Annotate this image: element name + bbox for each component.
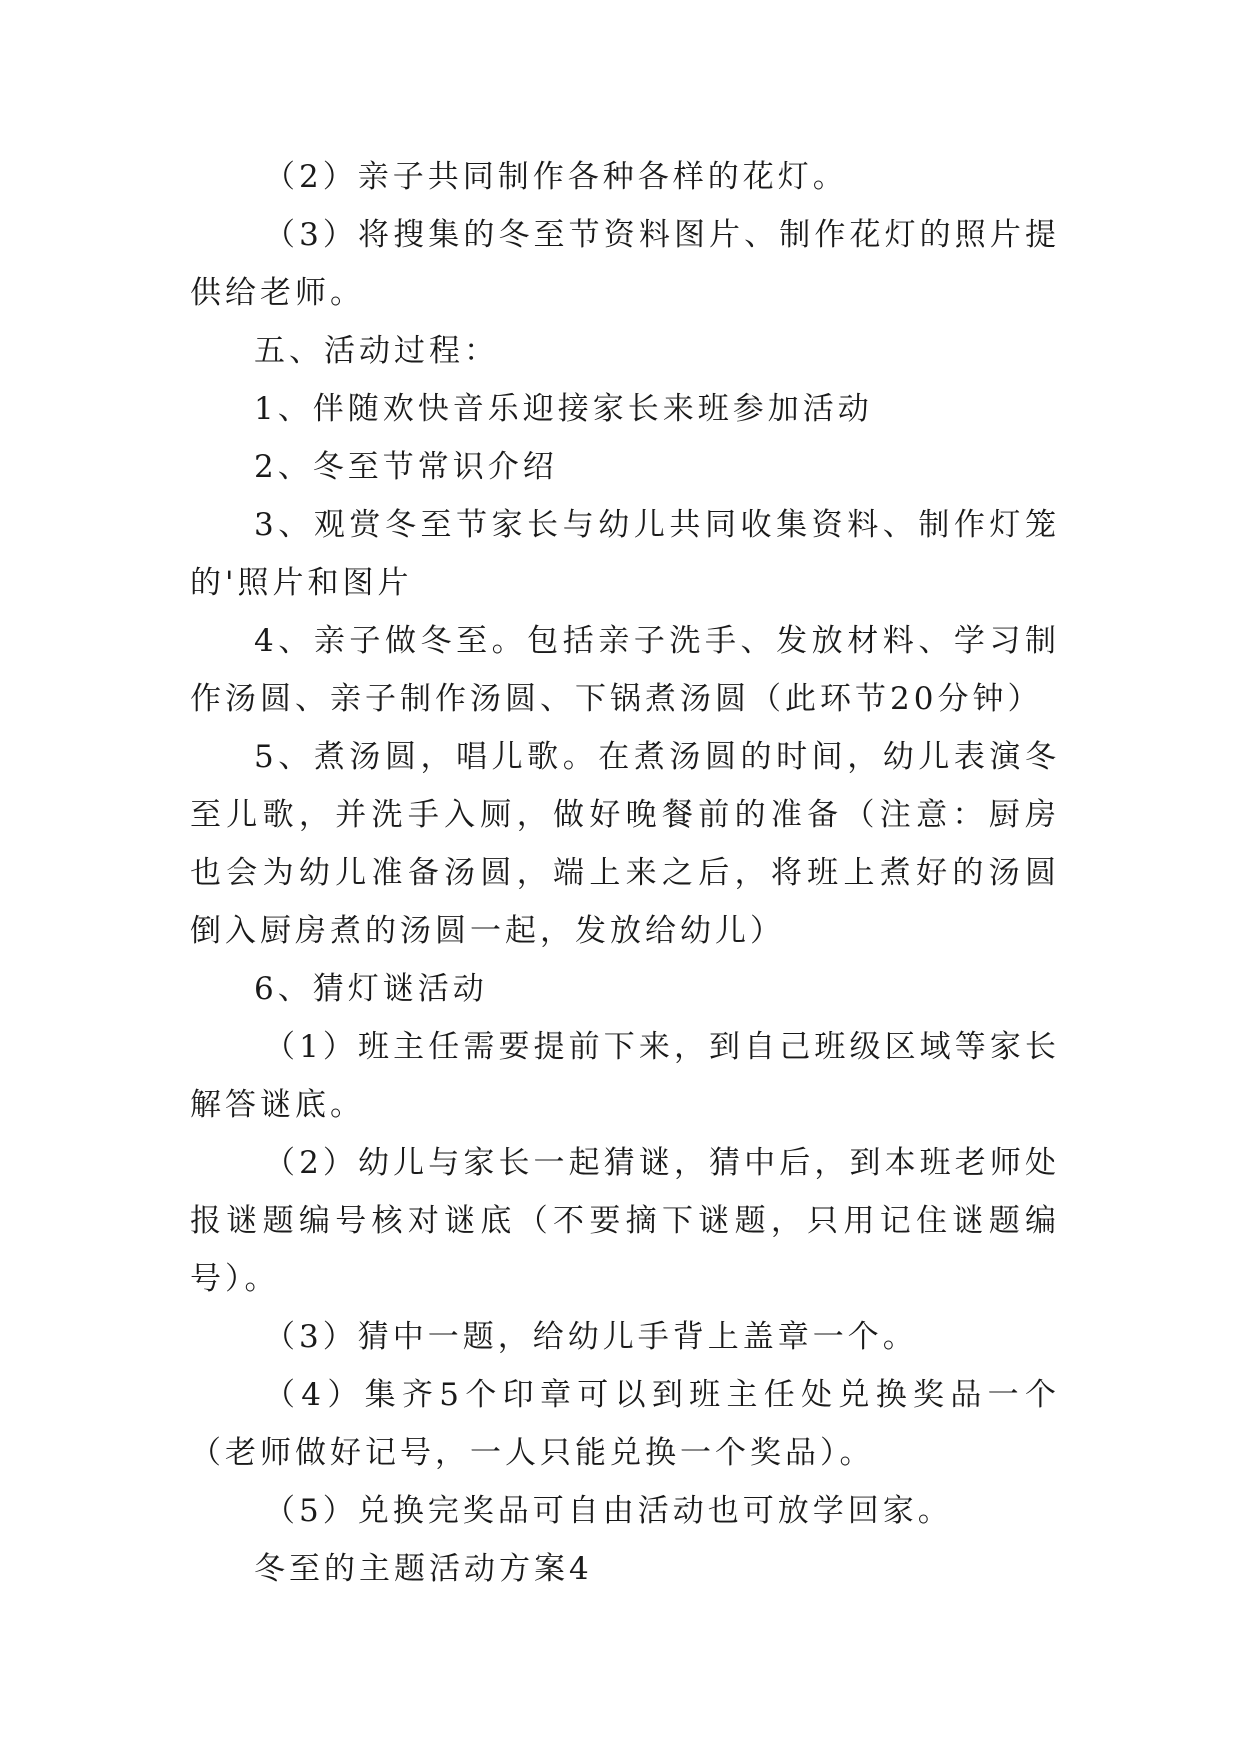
paragraph: （2）亲子共同制作各种各样的花灯。 bbox=[264, 159, 848, 195]
paragraph: 1、伴随欢快音乐迎接家长来班参加活动 bbox=[254, 391, 873, 427]
paragraph: （1）班主任需要提前下来，到自己班级区域等家长解答谜底。 bbox=[190, 1029, 1060, 1123]
document-heading: 冬至的主题活动方案4 bbox=[254, 1551, 593, 1587]
paragraph: （4）集齐5个印章可以到班主任处兑换奖品一个（老师做好记号，一人只能兑换一个奖品）。 bbox=[190, 1377, 1060, 1471]
document-body bbox=[190, 148, 1060, 1598]
paragraph: 6、猜灯谜活动 bbox=[254, 971, 488, 1007]
section-heading: 五、活动过程： bbox=[254, 333, 499, 369]
paragraph: 5、煮汤圆，唱儿歌。在煮汤圆的时间，幼儿表演冬至儿歌，并洗手入厕，做好晚餐前的准备（注意：厨房也会为幼儿准备汤圆，端上来之后，将班上煮好的汤圆倒入厨房煮的汤圆一起，发放给幼儿） bbox=[190, 739, 1060, 949]
paragraph: （3）猜中一题，给幼儿手背上盖章一个。 bbox=[264, 1319, 918, 1355]
paragraph: （5）兑换完奖品可自由活动也可放学回家。 bbox=[264, 1493, 953, 1529]
paragraph: 2、冬至节常识介绍 bbox=[254, 449, 558, 485]
paragraph: 3、观赏冬至节家长与幼儿共同收集资料、制作灯笼的'照片和图片 bbox=[190, 507, 1060, 601]
paragraph: （2）幼儿与家长一起猜谜，猜中后，到本班老师处报谜题编号核对谜底（不要摘下谜题，只用记住谜题编号）。 bbox=[190, 1145, 1060, 1297]
paragraph: （3）将搜集的冬至节资料图片、制作花灯的照片提供给老师。 bbox=[190, 217, 1060, 311]
paragraph: 4、亲子做冬至。包括亲子洗手、发放材料、学习制作汤圆、亲子制作汤圆、下锅煮汤圆（此环节20分钟） bbox=[190, 623, 1060, 717]
